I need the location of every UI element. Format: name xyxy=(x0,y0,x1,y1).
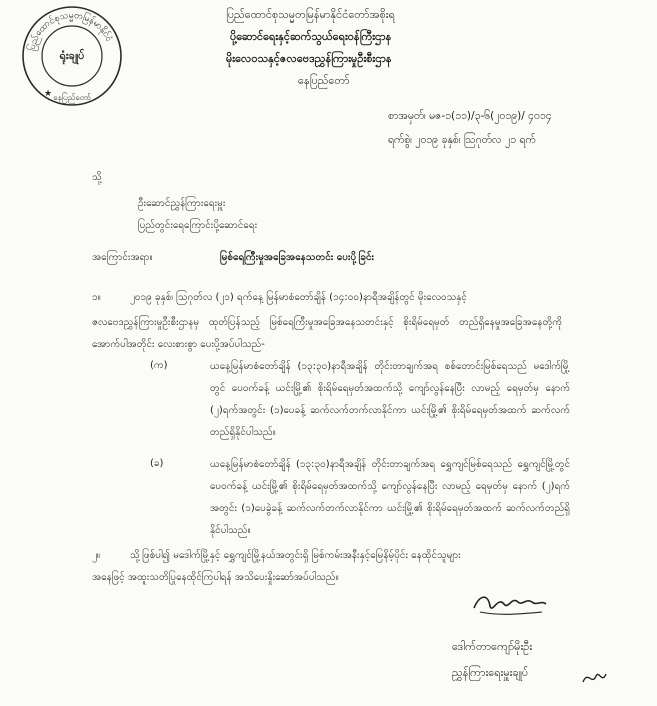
letter-date: ရက်စွဲ၊ ၂၀၁၉ ခုနှစ်၊ ဩဂုတ်လ ၂၁ ရက် xyxy=(388,134,536,146)
initial-scribble xyxy=(580,668,608,688)
paragraph-2-second-line: အနေဖြင့် အထူးသတိပြုနေထိုင်ကြပါရန် အသိပေးနှိုးဆော်အပ်ပါသည်။ xyxy=(92,572,339,583)
paragraph-1-first-line: ၂၀၁၉ ခုနှစ်၊ ဩဂုတ်လ (၂၁) ရက်နေ့ မြန်မာစံတော်ချိန် (၁၄:၀၀)နာရီအချိန်တွင် မိုးလေဝသနှင့် xyxy=(130,292,467,303)
header-government: ပြည်ထောင်စုသမ္မတမြန်မာနိုင်ငံတော်အစိုးရ xyxy=(226,8,395,21)
item-b-label: (ခ) xyxy=(150,458,164,469)
handwritten-signature xyxy=(470,590,550,618)
item-a-text: ယနေ့မြန်မာစံတော်ချိန် (၁၃:၃၀)နာရီအချိန် တိုင်းတာချက်အရ စစ်တောင်းမြစ်ရေသည် မဒေါက်မြို့တွင် ပေ၀က်ခန့် ယင်းမြို့၏ စိုးရိမ်ရေမှတ်အထက်သို့ ကျော်လွန်နေပြီး လာမည့် ရေမှတ်မှ နောက် (၂)ရက်အတွင်း (၁)ပေခန့် ဆက်လက်တက်လာနိုင်ကာ ယင်းမြို့၏ စိုးရိမ်ရေမှတ်အထက် ဆက်လက်တည်ရှိနိုင်ပါသည်။ xyxy=(210,361,570,438)
paragraph-2-number: ၂။ xyxy=(92,550,100,561)
subject-text: မြစ်ရေကြီးမှုအခြေအနေသတင်း ပေးပို့ခြင်း xyxy=(220,252,375,263)
paragraph-2-first-line: သို့ဖြစ်ပါ၍ မဒေါက်မြို့နှင့် ရွှေကျင်မြို့နယ်အတွင်းရှိ မြစ်ကမ်းအနီးနှင့်မြေနိမ့်ပိုင်း နေထိုင်သူများ xyxy=(130,550,461,561)
seal-ring-text: ပြည်ထောင်စုသမ္မတမြန်မာနိုင်ငံ xyxy=(27,10,114,52)
recipient-to: သို့ xyxy=(92,172,102,183)
item-b-text: ယနေ့မြန်မာစံတော်ချိန် (၁၃:၃၀)နာရီအချိန် တိုင်းတာချက်အရ ရွှေကျင်မြစ်ရေသည် ရွှေကျင်မြို့တွင် ပေ၀က်ခန့် ယင်းမြို့၏ စိုးရိမ်ရေမှတ်အထက်သို့ ကျော်လွန်နေပြီး လာမည့် ရေမှတ်မှ နောက် (၂)ရက်အတွင်း (၁)ပေခွဲခန့် ဆက်လက်တက်လာနိုင်ကာ ယင်းမြို့၏ စိုးရိမ်ရေမှတ်အထက် ဆက်လက်တည်ရှိနိုင်ပါသည်။ xyxy=(210,459,570,536)
official-seal-icon xyxy=(20,4,124,108)
signatory-name: ဒေါက်တာကျော်မိုးဦး xyxy=(452,640,533,653)
paragraph-1-number: ၁။ xyxy=(92,292,101,303)
signatory-title: ညွှန်ကြားရေးမှူးချုပ် xyxy=(452,666,529,679)
recipient-name: ဦးဆောင်ညွှန်ကြားရေးမှူး xyxy=(138,198,226,209)
recipient-org: ပြည်တွင်းရေကြောင်းပို့ဆောင်ရေး xyxy=(138,220,258,231)
seal-star-icon: ★ xyxy=(44,89,53,99)
paragraph-1-text: ဇလဗေဒညွှန်ကြားမှုဦးစီးဌာနမှ ထုတ်ပြန်သည့် မြစ်ရေကြီးမှုအခြေအနေသတင်းနှင့် စိုးရိမ်ရေမှတ် တည်ရှိနေမှုအခြေအနေတို့ကို အောက်ပါအတိုင်း လေးစားစွာ ပေးပို့အပ်ပါသည်- xyxy=(92,317,562,350)
item-a-label: (က) xyxy=(150,360,168,371)
seal-center-text: ရုံးချုပ် xyxy=(59,49,85,62)
reference-number: စာအမှတ်၊ မဇ-၁(၁၁)/၃-၆(၂၀၁၉)/ ၄၀၁၄ xyxy=(388,110,552,122)
seal-bottom-text: နေပြည်တော် xyxy=(53,93,91,102)
subject-label: အကြောင်းအရာ။ xyxy=(92,252,153,263)
header-department: မိုးလေဝသနှင့်ဇလဗေဒညွှန်ကြားမှုဦးစီးဌာန xyxy=(226,52,392,65)
header-city: နေပြည်တော် xyxy=(298,74,350,87)
header-ministry: ပို့ဆောင်ရေးနှင့်ဆက်သွယ်ရေးဝန်ကြီးဌာန xyxy=(230,30,392,43)
